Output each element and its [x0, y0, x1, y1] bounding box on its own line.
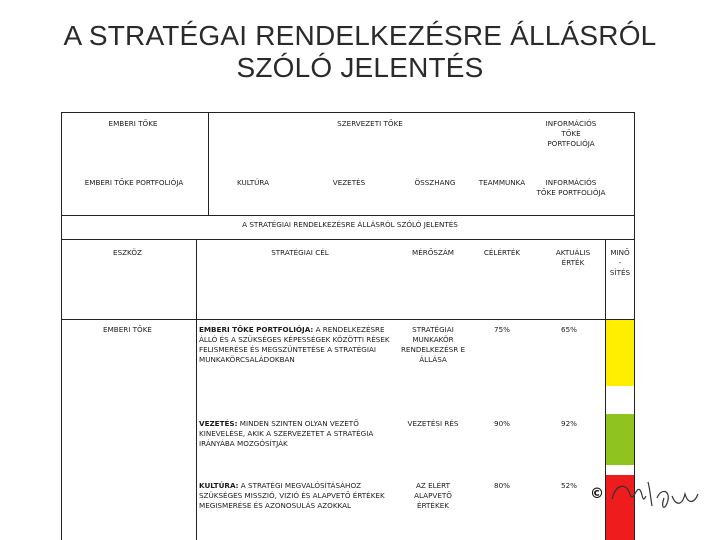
header-measure: MÉRŐSZÁM — [412, 248, 454, 257]
status-cell-r1 — [605, 320, 634, 386]
grid-line — [61, 239, 634, 240]
row2-goal — [199, 419, 395, 449]
grid-line — [208, 112, 209, 215]
header-leadership: VEZETÉS — [332, 178, 366, 187]
grid-line — [61, 112, 62, 540]
row3-actual: 52% — [561, 481, 577, 490]
row1-measure: STRATÉGIAI MUNKAKÖR RENDELKEZÉSR E ÁLLÁSA — [400, 325, 466, 364]
grid-line — [61, 112, 634, 113]
row3-goal — [199, 481, 395, 511]
row1-target: 75% — [494, 325, 510, 334]
band-title: A STRATÉGIAI RENDELKEZÉSRE ÁLLÁSRÓL SZÓLÓ JELENTÉS — [242, 220, 458, 229]
row2-actual: 92% — [561, 419, 577, 428]
header-human-capital: EMBERI TŐKE — [108, 119, 158, 128]
header-teamwork: TEAMMUNKA — [478, 178, 526, 187]
row3-goal-bold: KULTÚRA: — [199, 481, 239, 490]
grid-line — [61, 319, 634, 320]
row2-goal-bold: VEZETÉS: — [199, 419, 238, 428]
grid-line — [196, 239, 197, 540]
row1-goal-text: A RENDELKEZÉSRE ÁLLÓ ÉS A SZÜKSÉGES KÉPESSÉGEK KÖZÖTTI RÉSEK FELISMERÉSE ÉS MEGSZÜNTETÉSE A STRATÉGIAI MUNKAKÖRCSALÁDOKBAN — [199, 325, 390, 364]
title-line-1: A STRATÉGAI RENDELKEZÉSRE ÁLLÁSRÓL — [63, 20, 657, 51]
status-cell-r2 — [605, 414, 634, 465]
header-human-portfolio: EMBERI TŐKE PORTFOLIÓJA — [84, 178, 184, 187]
header-actual: AKTUÁLIS ÉRTÉK — [555, 248, 591, 267]
header-culture: KULTÚRA — [236, 178, 270, 187]
signature-scribble — [590, 474, 708, 514]
row2-target: 90% — [494, 419, 510, 428]
header-info-portfolio: INFORMÁCIÓS TŐKE PORTFOLIÓJA — [536, 178, 606, 197]
row1-goal-bold: EMBERI TŐKE PORTFOLIÓJA: — [199, 325, 314, 334]
copyright-symbol: © — [590, 486, 604, 502]
header-goal: STRATÉGIAI CÉL — [271, 248, 329, 257]
row2-goal-text: MINDEN SZINTEN OLYAN VEZETŐ KINEVELÉSE, AKIK A SZERVEZETET A STRATÉGIA IRÁNYÁBA MOZGÓSÍTJÁK — [199, 419, 374, 448]
row1-goal — [199, 325, 395, 365]
page-title — [0, 20, 720, 84]
header-information-capital: INFORMÁCIÓS TŐKE PORTFOLIÓJA — [545, 119, 597, 148]
row3-goal-text: A STRATÉGI MEGVALÓSÍTÁSÁHOZ SZÜKSÉGES MISSZIÓ, VIZIÓ ÉS ALAPVETŐ ÉRTÉKEK MEGISMERÉSE ÉS AZONOSULÁS AZOKKAL — [199, 481, 385, 510]
signature — [590, 474, 708, 514]
header-alignment: ÖSSZHANG — [414, 178, 456, 187]
header-asset: ESZKÖZ — [113, 248, 142, 257]
row3-measure: AZ ELÉRT ALAPVETŐ ÉRTÉKEK — [414, 481, 452, 510]
row2-measure: VEZETÉSI RÉS — [407, 419, 459, 428]
header-target: CÉLÉRTÉK — [483, 248, 521, 257]
asset-label: EMBERI TŐKE — [103, 325, 152, 334]
row3-target: 80% — [494, 481, 510, 490]
header-rating: MINŐ - SÍTÉS — [609, 248, 631, 277]
row1-actual: 65% — [561, 325, 577, 334]
grid-line — [61, 215, 634, 216]
title-line-2: SZÓLÓ JELENTÉS — [236, 52, 484, 83]
header-organizational-capital: SZERVEZETI TŐKE — [337, 119, 403, 128]
